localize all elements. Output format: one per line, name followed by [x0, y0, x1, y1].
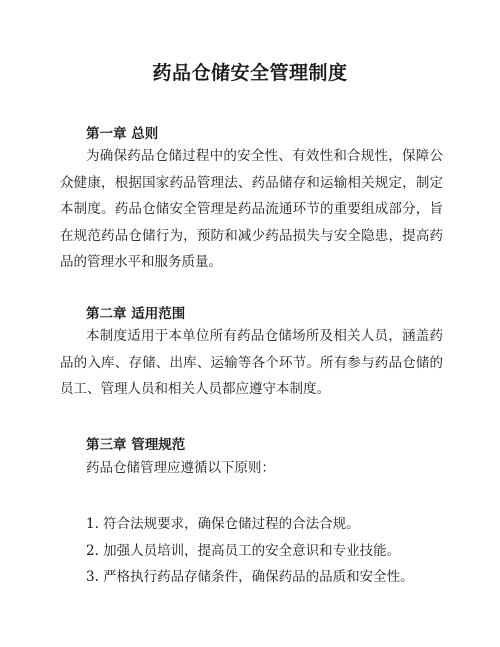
chapter-3-heading: 第三章 管理规范: [86, 437, 186, 453]
list-item: 3. 严格执行药品存储条件，确保药品的品质和安全性。: [86, 569, 414, 585]
list-item: 1. 符合法规要求，确保仓储过程的合法合规。: [86, 516, 360, 532]
chapter-2-heading: 第二章 适用范围: [86, 306, 186, 322]
chapter-1-heading: 第一章 总则: [86, 126, 159, 142]
chapter-1-body: 为确保药品仓储过程中的安全性、有效性和合规性，保障公众健康，根据国家药品管理法、药品储存和运输相关规定，制定本制度。药品仓储安全管理是药品流通环节的重要组成部分，旨在规范药品仓储行为，预防和减少药品损失与安全隐患，提高药品的管理水平和服务质量。: [60, 148, 443, 270]
list-item: 2. 加强人员培训，提高员工的安全意识和专业技能。: [86, 543, 401, 559]
chapter-3-intro: 药品仓储管理应遵循以下原则：: [86, 460, 275, 476]
chapter-2-body: 本制度适用于本单位所有药品仓储场所及相关人员，涵盖药品的入库、存储、出库、运输等各个环节。所有参与药品仓储的员工、管理人员和相关人员都应遵守本制度。: [60, 328, 443, 397]
document-title: 药品仓储安全管理制度: [152, 62, 348, 84]
